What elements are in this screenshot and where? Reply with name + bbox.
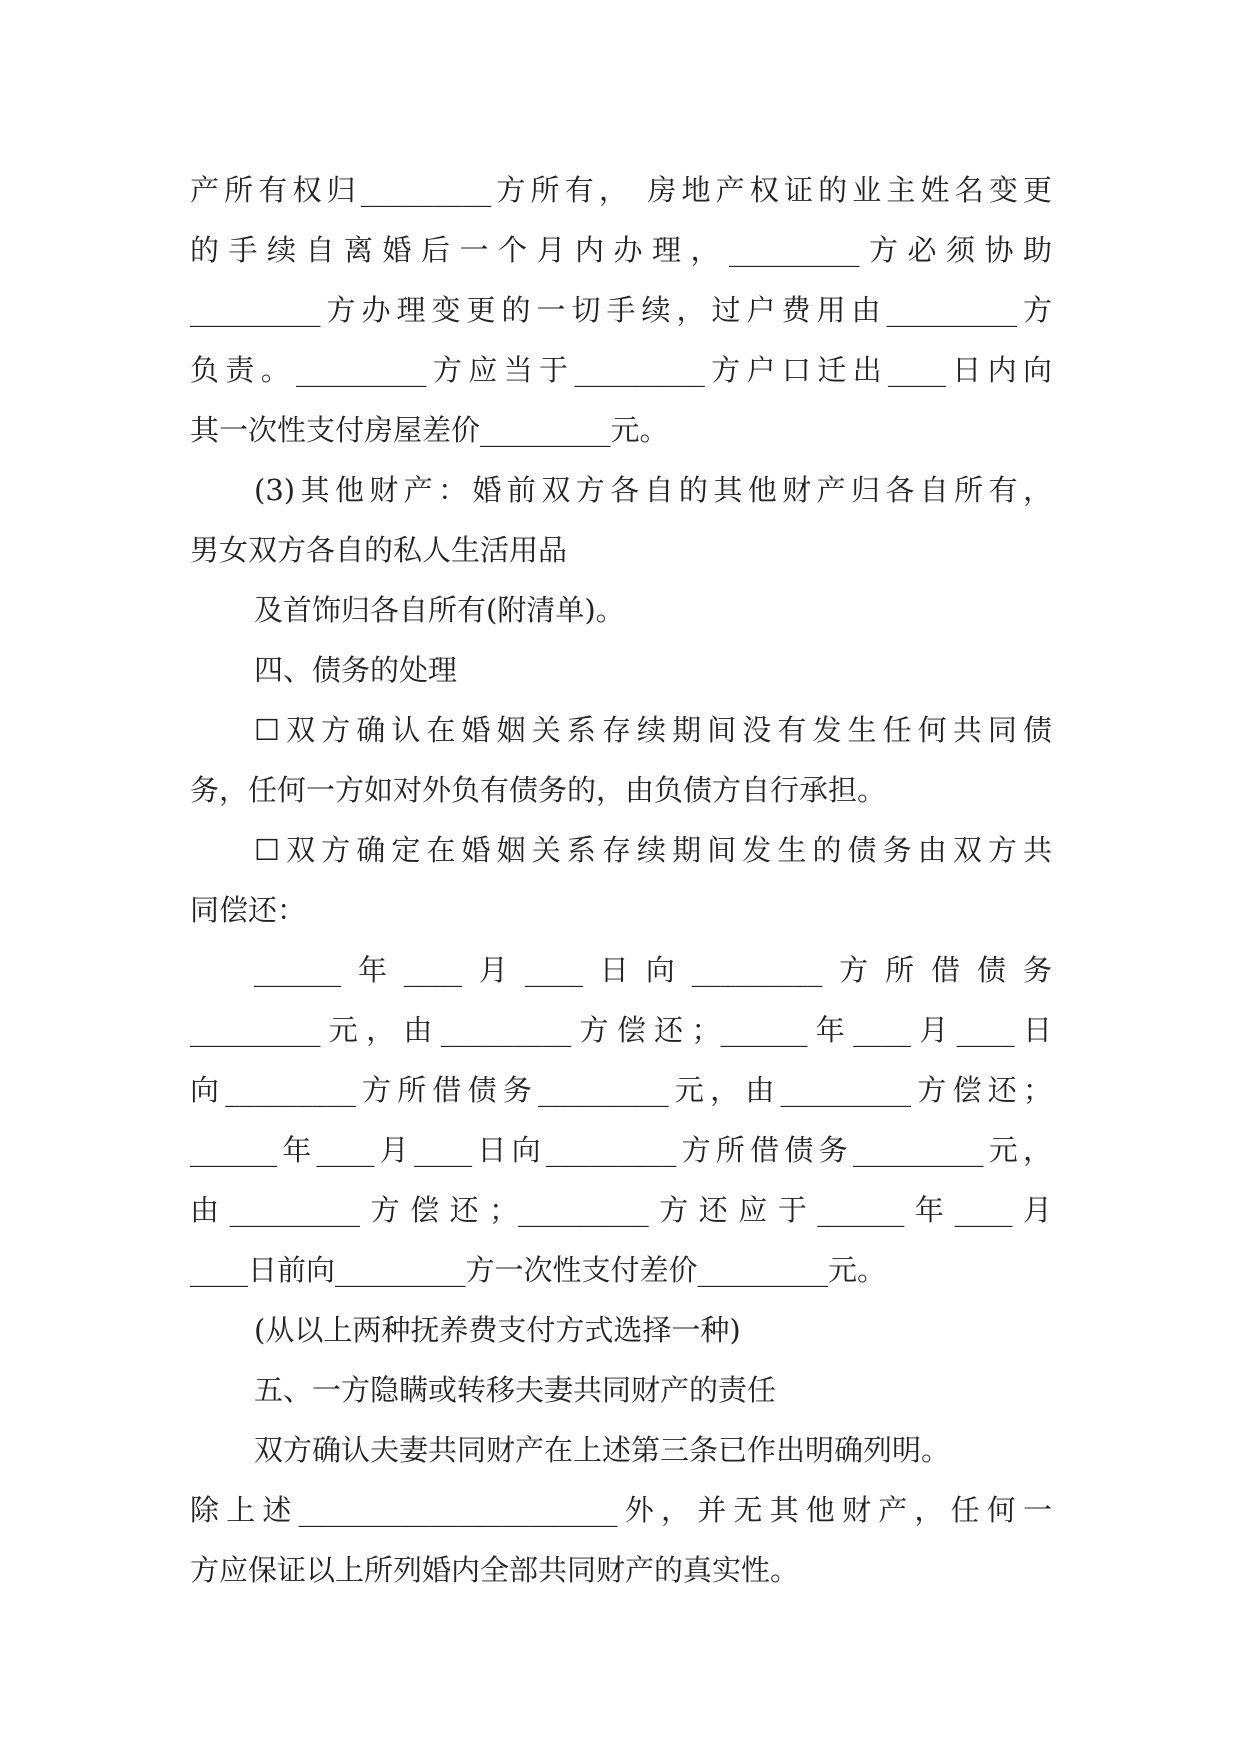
checkbox-option-line: ☐双方确认在婚姻关系存续期间没有发生任何共同债 — [254, 713, 1052, 747]
text-line: 的手续自离婚后一个月内办理，_________方必须协助 — [190, 233, 1052, 267]
text-line: 产所有权归_________方所有， 房地产权证的业主姓名变更 — [190, 173, 1052, 207]
text-line: 其一次性支付房屋差价_________元。 — [190, 413, 669, 447]
text-line: ____日前向_________方一次性支付差价_________元。 — [190, 1253, 887, 1287]
text-line: 及首饰归各自所有(附清单)。 — [254, 593, 625, 627]
text-line: 向_________方所借债务_________元，由_________方偿还； — [190, 1073, 1052, 1107]
text-line: ______年____月____日向_________方所借债务_________元， — [190, 1133, 1052, 1167]
text-line: 务，任何一方如对外负有债务的，由负债方自行承担。 — [190, 773, 887, 807]
text-line: 同偿还： — [190, 893, 307, 927]
text-line: ______年____月____日向_________方所借债务 — [254, 953, 1052, 987]
document-body — [190, 160, 1052, 1600]
text-line: 男女双方各自的私人生活用品 — [190, 533, 568, 567]
text-line: 由_________方偿还；_________方还应于______年____月 — [190, 1193, 1052, 1227]
text-line: 负责。_________方应当于_________方户口迁出____日内向 — [190, 353, 1052, 387]
section-heading: 五、一方隐瞒或转移夫妻共同财产的责任 — [254, 1373, 777, 1407]
text-line: _________方办理变更的一切手续，过户费用由_________方 — [190, 293, 1052, 327]
text-line: 除上述______________________外，并无其他财产，任何一 — [190, 1493, 1052, 1527]
section-heading: 四、债务的处理 — [254, 653, 458, 687]
text-line: 双方确认夫妻共同财产在上述第三条已作出明确列明。 — [254, 1433, 951, 1467]
text-line: (3)其他财产：婚前双方各自的其他财产归各自所有， — [254, 473, 1052, 507]
checkbox-option-line: ☐双方确定在婚姻关系存续期间发生的债务由双方共 — [254, 833, 1052, 867]
text-line: _________元，由_________方偿还；______年____月____日 — [190, 1013, 1052, 1047]
note-line: (从以上两种抚养费支付方式选择一种) — [254, 1313, 741, 1347]
text-line: 方应保证以上所列婚内全部共同财产的真实性。 — [190, 1553, 800, 1587]
